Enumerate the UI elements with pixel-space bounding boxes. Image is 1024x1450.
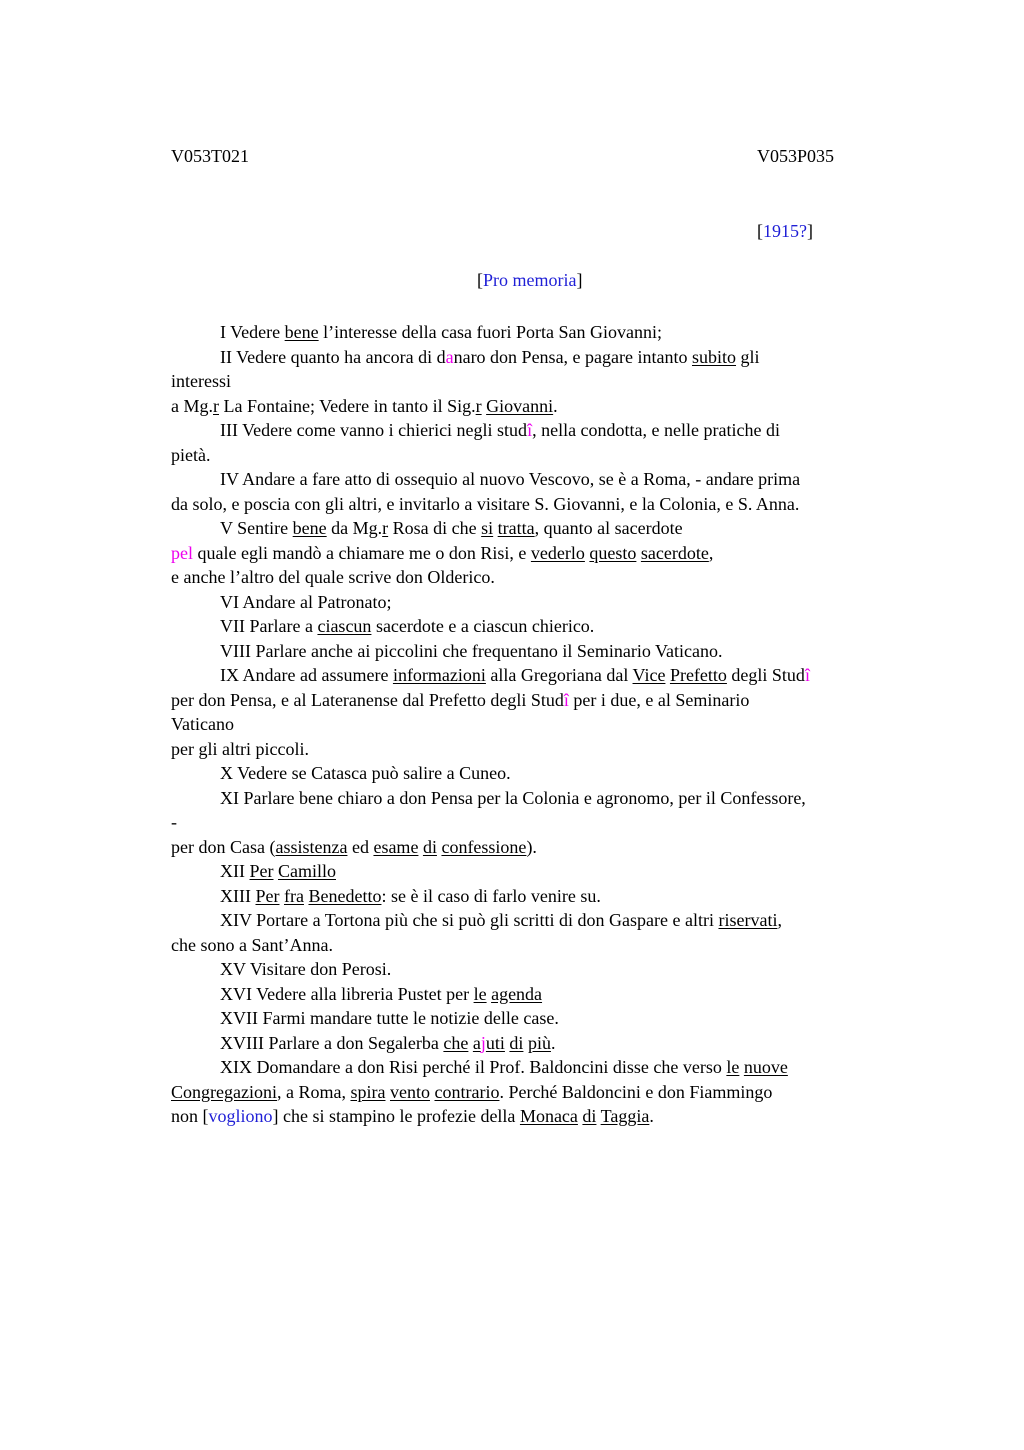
text-segment: per i due, e al Seminario: [568, 689, 750, 710]
title-close-bracket: ]: [576, 270, 583, 290]
text-segment: ed: [347, 836, 374, 857]
text-segment: XVIII Parlare a don Segalerba: [220, 1032, 444, 1053]
text-segment: sacerdote e a ciascun chierico.: [371, 616, 595, 636]
memo-line: [171, 1006, 931, 1031]
text-segment: per don Pensa, e al Lateranense dal Prefetto degli Stud: [171, 689, 564, 710]
text-segment: informazioni: [392, 665, 486, 685]
text-segment: II Vedere quanto ha ancora di d: [220, 346, 446, 367]
memo-line: [171, 982, 931, 1007]
text-segment: alla Gregoriana dal: [485, 665, 633, 685]
text-segment: vogliono: [208, 1106, 273, 1126]
text-segment: î: [527, 420, 533, 440]
memo-body: [171, 320, 931, 1129]
text-segment: uti: [485, 1032, 505, 1053]
text-segment: .: [649, 1106, 654, 1126]
text-segment: interessi: [171, 371, 231, 391]
text-segment: XVI Vedere alla libreria Pustet per: [220, 983, 474, 1004]
text-segment: Per: [249, 861, 274, 881]
text-segment: bene: [284, 322, 319, 342]
text-segment: sacerdote: [640, 542, 709, 563]
memo-line: [171, 590, 931, 615]
text-segment: r: [213, 395, 219, 416]
memo-line: [171, 443, 931, 468]
memo-line: [171, 614, 931, 639]
text-segment: non: [171, 1106, 203, 1126]
text-segment: Vaticano: [171, 714, 234, 734]
text-segment: .: [550, 1032, 556, 1053]
text-segment: V Sentire: [220, 518, 293, 538]
memo-line: [171, 835, 931, 860]
memo-line: [171, 639, 931, 664]
text-segment: Camillo: [278, 861, 336, 881]
text-segment: : se è il caso di farlo venire su.: [381, 885, 601, 906]
text-segment: per don Casa (: [171, 836, 276, 857]
text-segment: [: [202, 1106, 209, 1126]
text-segment: gli: [736, 346, 760, 367]
text-segment: r: [382, 518, 389, 538]
text-segment: pietà.: [171, 444, 211, 465]
text-segment: esame: [373, 836, 419, 857]
text-segment: ]: [272, 1106, 279, 1126]
memo-line: [171, 810, 931, 835]
page-code-right: V053P035: [757, 146, 835, 166]
memo-line: [171, 394, 931, 419]
text-segment: a Mg.: [171, 395, 213, 416]
text-segment: XV Visitare don Perosi.: [220, 959, 392, 979]
text-segment: naro don Pensa, e pagare intanto: [453, 346, 692, 367]
memo-line: [171, 418, 931, 443]
text-segment: ).: [526, 836, 537, 857]
text-segment: le: [473, 983, 487, 1004]
text-segment: IV Andare a fare atto di ossequio al nuovo Vescovo, se è a Roma, - andare prima: [220, 469, 801, 489]
text-segment: da solo, e poscia con gli altri, e invitarlo a visitare S. Giovanni, e la Colonia, e S. Anna.: [171, 493, 800, 514]
text-segment: r: [475, 395, 482, 416]
text-segment: I Vedere: [220, 322, 285, 342]
memo-line: [171, 933, 931, 958]
memo-line: [171, 369, 931, 394]
text-segment: .: [553, 395, 558, 416]
date-value: 1915?: [763, 221, 807, 241]
text-segment: pel: [171, 542, 193, 563]
text-segment: XVII Farmi mandare tutte le notizie delle case.: [220, 1008, 559, 1028]
text-segment: riservati: [718, 910, 778, 930]
title-text: Pro memoria: [483, 270, 577, 290]
text-segment: IX Andare ad assumere: [220, 665, 393, 685]
text-segment: Prefetto: [669, 665, 727, 685]
text-segment: di: [509, 1032, 524, 1053]
memo-line: [171, 1055, 931, 1080]
text-segment: che: [443, 1032, 469, 1053]
text-segment: più: [527, 1032, 551, 1053]
text-segment: spira: [350, 1081, 386, 1102]
text-segment: tratta: [497, 518, 535, 538]
text-segment: î: [563, 689, 569, 710]
memo-line: [171, 688, 931, 713]
text-segment: le: [726, 1057, 740, 1077]
text-segment: î: [804, 665, 810, 685]
text-segment: . Perché Baldoncini e don Fiammingo: [499, 1081, 773, 1102]
text-segment: vederlo: [530, 542, 585, 563]
text-segment: Monaca: [519, 1106, 578, 1126]
text-segment: assistenza: [275, 836, 348, 857]
text-segment: vento: [389, 1081, 430, 1102]
memo-line: [171, 492, 931, 517]
text-segment: nuove: [743, 1057, 788, 1077]
text-segment: XII: [220, 861, 250, 881]
text-segment: che si stampino le profezie della: [278, 1106, 520, 1126]
memo-line: [171, 516, 931, 541]
memo-line: [171, 761, 931, 786]
memo-line: [171, 1104, 931, 1129]
memo-line: [171, 320, 931, 345]
text-segment: Per: [255, 885, 280, 906]
text-segment: Rosa di che: [388, 518, 482, 538]
text-segment: La Fontaine; Vedere in tanto il Sig.: [219, 395, 476, 416]
text-segment: -: [171, 812, 177, 832]
text-segment: ,: [708, 542, 714, 563]
memo-line: [171, 859, 931, 884]
text-segment: che sono a Sant’Anna.: [171, 934, 333, 955]
date-open-bracket: [: [757, 221, 763, 241]
text-segment: agenda: [491, 983, 543, 1004]
text-segment: fra: [283, 885, 304, 906]
title-open-bracket: [: [477, 270, 483, 290]
text-segment: III Vedere come vanno i chierici negli stud: [220, 420, 528, 440]
memo-line: [171, 957, 931, 982]
text-segment: quale egli mandò a chiamare me o don Risi, e: [193, 542, 531, 563]
memo-line: [171, 467, 931, 492]
memo-line: [171, 345, 931, 370]
text-segment: si: [481, 518, 494, 538]
text-segment: Congregazioni: [171, 1081, 277, 1102]
text-segment: a: [472, 1032, 481, 1053]
memo-line: [171, 1080, 931, 1105]
text-segment: XIV Portare a Tortona più che si può gli scritti di don Gaspare e altri: [220, 910, 719, 930]
text-segment: , quanto al sacerdote: [534, 518, 683, 538]
text-segment: XI Parlare bene chiaro a don Pensa per la Colonia e agronomo, per il Confessore,: [220, 787, 806, 808]
text-segment: , nella condotta, e nelle pratiche di: [532, 420, 780, 440]
memo-line: [171, 541, 931, 566]
text-segment: XIX Domandare a don Risi perché il Prof. Baldoncini disse che verso: [220, 1057, 727, 1077]
text-segment: confessione: [441, 836, 527, 857]
text-segment: Vice: [632, 665, 666, 685]
text-segment: subito: [692, 346, 737, 367]
memo-line: [171, 737, 931, 762]
memo-line: [171, 786, 931, 811]
text-segment: da Mg.: [326, 518, 383, 538]
text-segment: degli Stud: [726, 665, 805, 685]
date-close-bracket: ]: [807, 221, 813, 241]
text-segment: ciascun: [317, 616, 372, 636]
memo-line: [171, 908, 931, 933]
text-segment: contrario: [434, 1081, 500, 1102]
text-segment: VII Parlare a: [220, 616, 318, 636]
text-segment: bene: [292, 518, 327, 538]
document-code-left: V053T021: [171, 146, 249, 166]
memo-line: [171, 565, 931, 590]
text-segment: l’interesse della casa fuori Porta San Giovanni;: [318, 322, 663, 342]
text-segment: , a Roma,: [276, 1081, 351, 1102]
text-segment: Taggia: [600, 1106, 650, 1126]
memo-line: [171, 712, 931, 737]
text-segment: di: [422, 836, 437, 857]
text-segment: questo: [589, 542, 637, 563]
text-segment: VI Andare al Patronato;: [220, 591, 392, 612]
memo-line: [171, 1031, 931, 1056]
text-segment: ,: [777, 910, 782, 930]
text-segment: e anche l’altro del quale scrive don Olderico.: [171, 567, 495, 587]
text-segment: j: [480, 1032, 486, 1053]
memo-line: [171, 663, 931, 688]
text-segment: a: [445, 346, 454, 367]
text-segment: per gli altri piccoli.: [171, 738, 309, 759]
text-segment: Benedetto: [308, 885, 382, 906]
text-segment: di: [582, 1106, 597, 1126]
date-annotation: [757, 221, 813, 242]
memo-line: [171, 884, 931, 909]
text-segment: Giovanni: [486, 395, 554, 416]
text-segment: X Vedere se Catasca può salire a Cuneo.: [220, 763, 511, 783]
page-title: [477, 270, 582, 291]
text-segment: VIII Parlare anche ai piccolini che frequentano il Seminario Vaticano.: [220, 640, 723, 661]
text-segment: XIII: [220, 885, 256, 906]
